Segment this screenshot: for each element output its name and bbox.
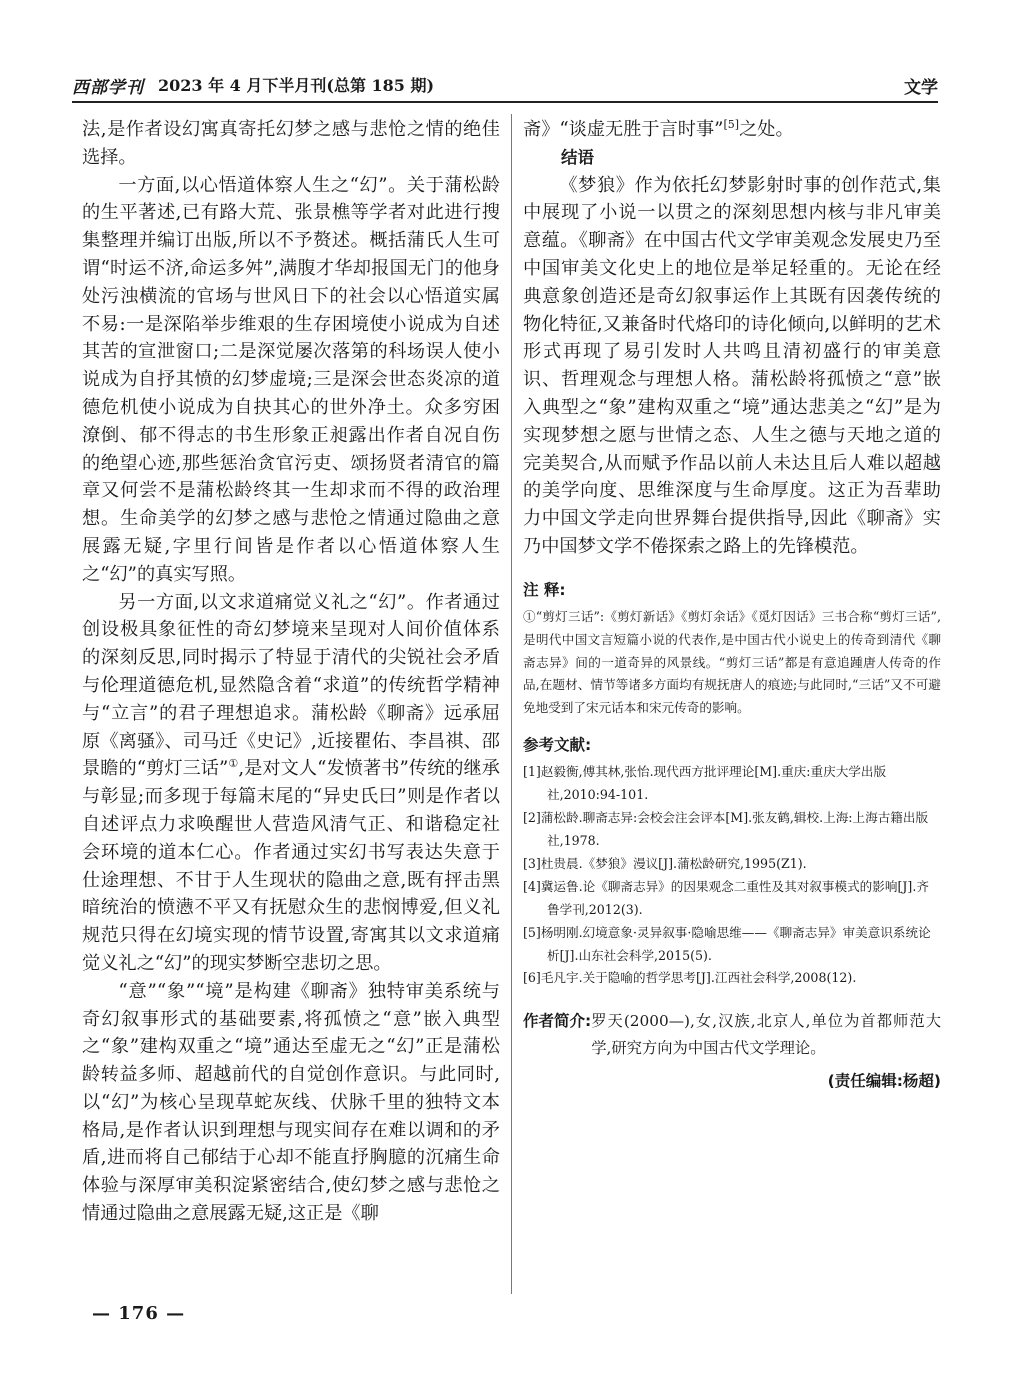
body-paragraph [523, 116, 941, 144]
body-paragraph [82, 589, 500, 978]
notes-heading: 注 释: [523, 580, 566, 599]
journal-issue: 2023 年 4 月下半月刊(总第 185 期) [158, 76, 435, 95]
right-column [523, 116, 941, 1096]
reference-item: [5]杨明刚.幻境意象·灵异叙事·隐喻思维——《聊斋志异》审美意识系统论析[J].山东社会科学,2015(5). [523, 924, 931, 963]
journal-logo: 西部学刊 [72, 78, 144, 98]
paragraph-text: 之处。 [739, 119, 794, 140]
body-paragraph: 法,是作者设幻寓真寄托幻梦之感与悲怆之情的绝佳选择。 [82, 119, 500, 168]
reference-list [523, 761, 941, 990]
column-divider [511, 114, 512, 1294]
citation-marker: [5] [723, 117, 740, 131]
paragraph-text: 另一方面,以文求道痛觉义礼之“幻”。作者通过创设极具象征性的奇幻梦境来呈现对人间价值体系的深刻反思,同时揭示了特显于清代的尖锐社会矛盾与伦理道德危机,显然隐含着“求道”的传统哲学精神与“立言”的君子理想追求。蒲松龄《聊斋》远承屈原《离骚》、司马迁《史记》,近接瞿佑、李昌祺、邵景瞻的“剪灯三话” [82, 591, 500, 780]
reference-item: [4]冀运鲁.论《聊斋志异》的因果观念二重性及其对叙事模式的影响[J].齐鲁学刊,2012(3). [523, 878, 929, 917]
paragraph-text: 斋》“谈虚无胜于言时事” [523, 119, 724, 140]
author-bio-text: 罗天(2000—),女,汉族,北京人,单位为首都师范大学,研究方向为中国古代文学理论。 [591, 1012, 941, 1058]
header-rule [72, 101, 938, 103]
left-column [82, 116, 500, 1228]
page-number: — 176 — [92, 1303, 186, 1324]
reference-item: [1]赵毅衡,傅其林,张怡.现代西方批评理论[M].重庆:重庆大学出版社,2010:94-101. [523, 764, 887, 803]
author-bio-label: 作者简介: [523, 1012, 592, 1031]
reference-item: [2]蒲松龄.聊斋志异:会校会注会评本[M].张友鹤,辑校.上海:上海古籍出版社,1978. [523, 810, 929, 848]
conclusion-paragraph: 《梦狼》作为依托幻梦影射时事的创作范式,集中展现了小说一以贯之的深刻思想内核与非凡审美意蕴。《聊斋》在中国古代文学审美观念发展史乃至中国审美文化史上的地位是举足轻重的。无论在经典意象创造还是奇幻叙事运作上其既有因袭传统的物化特征,又兼备时代烙印的诗化倾向,以鲜明的艺术形式再现了易引发时人共鸣且清初盛行的审美意识、哲理观念与理想人格。蒲松龄将孤愤之“意”嵌入典型之“象”建构双重之“境”通达悲美之“幻”是为实现梦想之愿与世情之态、人生之德与天地之道的完美契合,从而赋予作品以前人未达且后人难以超越的美学向度、思维深度与生命厚度。这正为吾辈助力中国文学走向世界舞台提供指导,因此《聊斋》实乃中国梦文学不倦探索之路上的先锋模范。 [523, 174, 941, 557]
footnote-1: ①“剪灯三话”:《剪灯新话》《剪灯余话》《觅灯因话》三书合称“剪灯三话”,是明代中国文言短篇小说的代表作,是中国古代小说史上的传奇到清代《聊斋志异》间的一道奇异的风景线。“剪灯三话”都是有意追踵唐人传奇的作品,在题材、情节等诸多方面均有规抚唐人的痕迹;与此同时,“三话”又不可避免地受到了宋元话本和宋元传奇的影响。 [523, 608, 941, 716]
body-paragraph: 一方面,以心悟道体察人生之“幻”。关于蒲松龄的生平著述,已有路大荒、张景樵等学者对此进行搜集整理并编订出版,所以不予赘述。概括蒲氏人生可谓“时运不济,命运多舛”,满腹才华却报国无门的他身处污浊横流的官场与世风日下的社会以心悟道实属不易:一是深陷举步维艰的生存困境使小说成为自述其苦的宣泄窗口;二是深觉屡次落第的科场误人使小说成为自抒其愤的幻梦虚境;三是深会世态炎凉的道德危机使小说成为自抉其心的世外净土。众多穷困潦倒、郁不得志的书生形象正昶露出作者自况自伤的绝望心迹,那些惩治贪官污吏、颂扬贤者清官的篇章又何尝不是蒲松龄终其一生却求而不得的政治理想。生命美学的幻梦之感与悲怆之情通过隐曲之意展露无疑,字里行间皆是作者以心悟道体察人生之“幻”的真实写照。 [82, 174, 500, 585]
reference-item: [3]杜贵晨.《梦狼》漫议[J].蒲松龄研究,1995(Z1). [523, 855, 807, 871]
responsible-editor: (责任编辑:杨超) [827, 1072, 941, 1091]
reference-item: [6]毛凡宇.关于隐喻的哲学思考[J].江西社会科学,2008(12). [523, 970, 857, 986]
author-bio [523, 1008, 941, 1062]
running-header [72, 71, 938, 99]
references-heading: 参考文献: [523, 736, 592, 755]
conclusion-heading: 结语 [561, 147, 594, 167]
paragraph-text: ,是对文人“发愤著书”传统的继承与彰显;而多现于每篇末尾的“异史氏曰”则是作者以自述评点力求唤醒世人营造风清气正、和谐稳定社会环境的道本仁心。作者通过实幻书写表达失意于仕途理想、不甘于人生现状的隐曲之意,既有抨击黑暗统治的愤懑不平又有抚慰众生的悲悯博爱,但义礼规范只得在幻境实现的情节设置,寄寓其以文求道痛觉义礼之“幻”的现实梦断空悲切之思。 [82, 758, 500, 974]
body-paragraph: “意”“象”“境”是构建《聊斋》独特审美系统与奇幻叙事形式的基础要素,将孤愤之“意”嵌入典型之“象”建构双重之“境”通达至虚无之“幻”正是蒲松龄转益多师、超越前代的自觉创作意识。与此同时,以“幻”为核心呈现草蛇灰线、伏脉千里的独特文本格局,是作者认识到理想与现实间存在难以调和的矛盾,进而将自己郁结于心却不能直抒胸臆的沉痛生命体验与深厚审美积淀紧密结合,使幻梦之感与悲怆之情通过隐曲之意展露无疑,这正是《聊 [82, 980, 500, 1225]
note-marker: ① [228, 757, 239, 771]
section-name: 文学 [904, 78, 938, 98]
